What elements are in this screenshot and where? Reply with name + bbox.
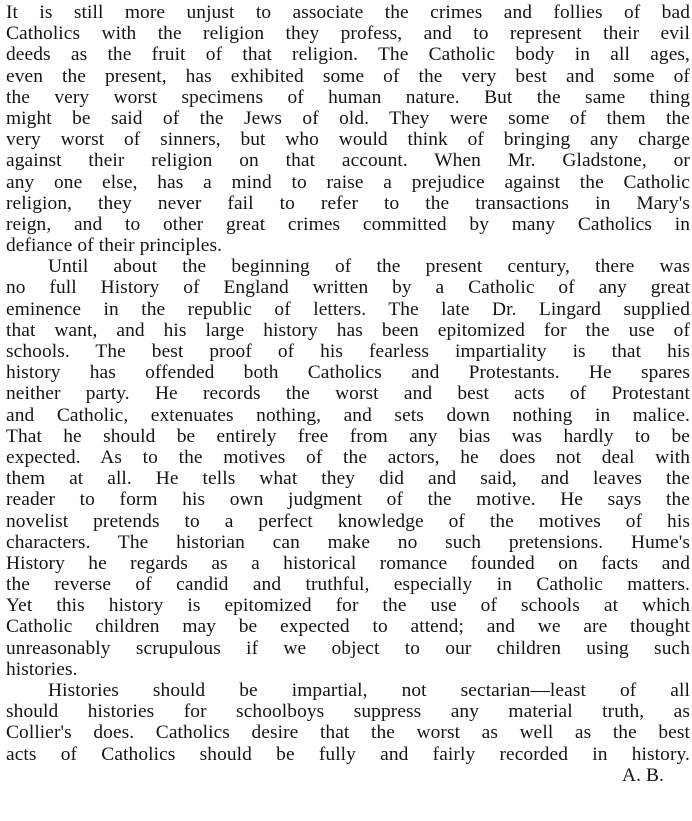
text-line: should histories for schoolboys suppress any material truth, as xyxy=(6,701,690,723)
text-line: deeds as the fruit of that religion. The Catholic body in all ages, xyxy=(6,44,690,66)
text-line: defiance of their principles. xyxy=(6,235,223,257)
text-line: novelist pretends to a perfect knowledge of the motives of his xyxy=(6,510,690,532)
article-page xyxy=(6,2,690,787)
text-line: Catholics with the religion they profess, and to represent their evil xyxy=(6,23,690,45)
paragraph-3 xyxy=(6,680,690,765)
text-line: might be said of the Jews of old. They were some of them the xyxy=(6,107,690,129)
text-line: histories. xyxy=(6,658,78,680)
text-line: neither party. He records the worst and best acts of Protestant xyxy=(6,383,690,405)
text-line: against their religion on that account. When Mr. Gladstone, or xyxy=(6,150,690,172)
text-line: acts of Catholics should be fully and fairly recorded in history. xyxy=(6,743,690,765)
text-line: the very worst specimens of human nature. But the same thing xyxy=(6,86,690,108)
text-line: Yet this history is epitomized for the use of schools at which xyxy=(6,595,690,617)
text-line: It is still more unjust to associate the crimes and follies of bad xyxy=(6,2,690,23)
text-line: very worst of sinners, but who would think of bringing any charge xyxy=(6,129,690,151)
text-line: religion, they never fail to refer to the transactions in Mary's xyxy=(6,192,690,214)
text-line: Catholic children may be expected to attend; and we are thought xyxy=(6,616,690,638)
text-line: Collier's does. Catholics desire that the worst as well as the best xyxy=(6,722,690,744)
text-line: schools. The best proof of his fearless impartiality is that his xyxy=(6,341,690,362)
text-line: no full History of England written by a Catholic of any great xyxy=(6,277,690,299)
paragraph-1 xyxy=(6,2,690,256)
text-line: Until about the beginning of the present century, there was xyxy=(48,256,690,278)
text-line: expected. As to the motives of the actors, he does not deal with xyxy=(6,446,690,468)
text-line: and Catholic, extenuates nothing, and sets down nothing in malice. xyxy=(6,404,690,426)
text-line: that want, and his large history has been epitomized for the use of xyxy=(6,319,690,341)
text-line: any one else, has a mind to raise a prejudice against the Catholic xyxy=(6,171,690,193)
text-line: Histories should be impartial, not sectarian—least of all xyxy=(48,680,690,701)
text-line: reign, and to other great crimes committed by many Catholics in xyxy=(6,213,690,235)
text-line: unreasonably scrupulous if we object to our children using such xyxy=(6,637,690,659)
text-line: That he should be entirely free from any bias was hardly to be xyxy=(6,425,690,447)
text-line: history has offended both Catholics and Protestants. He spares xyxy=(6,362,690,384)
text-line: eminence in the republic of letters. The late Dr. Lingard supplied xyxy=(6,298,690,320)
text-line: reader to form his own judgment of the motive. He says the xyxy=(6,489,690,511)
author-signature: A. B. xyxy=(622,764,664,786)
text-line: History he regards as a historical romance founded on facts and xyxy=(6,552,690,574)
text-line: the reverse of candid and truthful, especially in Catholic matters. xyxy=(6,574,690,596)
text-line: them at all. He tells what they did and said, and leaves the xyxy=(6,468,690,490)
paragraph-2 xyxy=(6,256,690,680)
text-line: even the present, has exhibited some of the very best and some of xyxy=(6,65,690,87)
text-line: characters. The historian can make no such pretensions. Hume's xyxy=(6,531,690,553)
